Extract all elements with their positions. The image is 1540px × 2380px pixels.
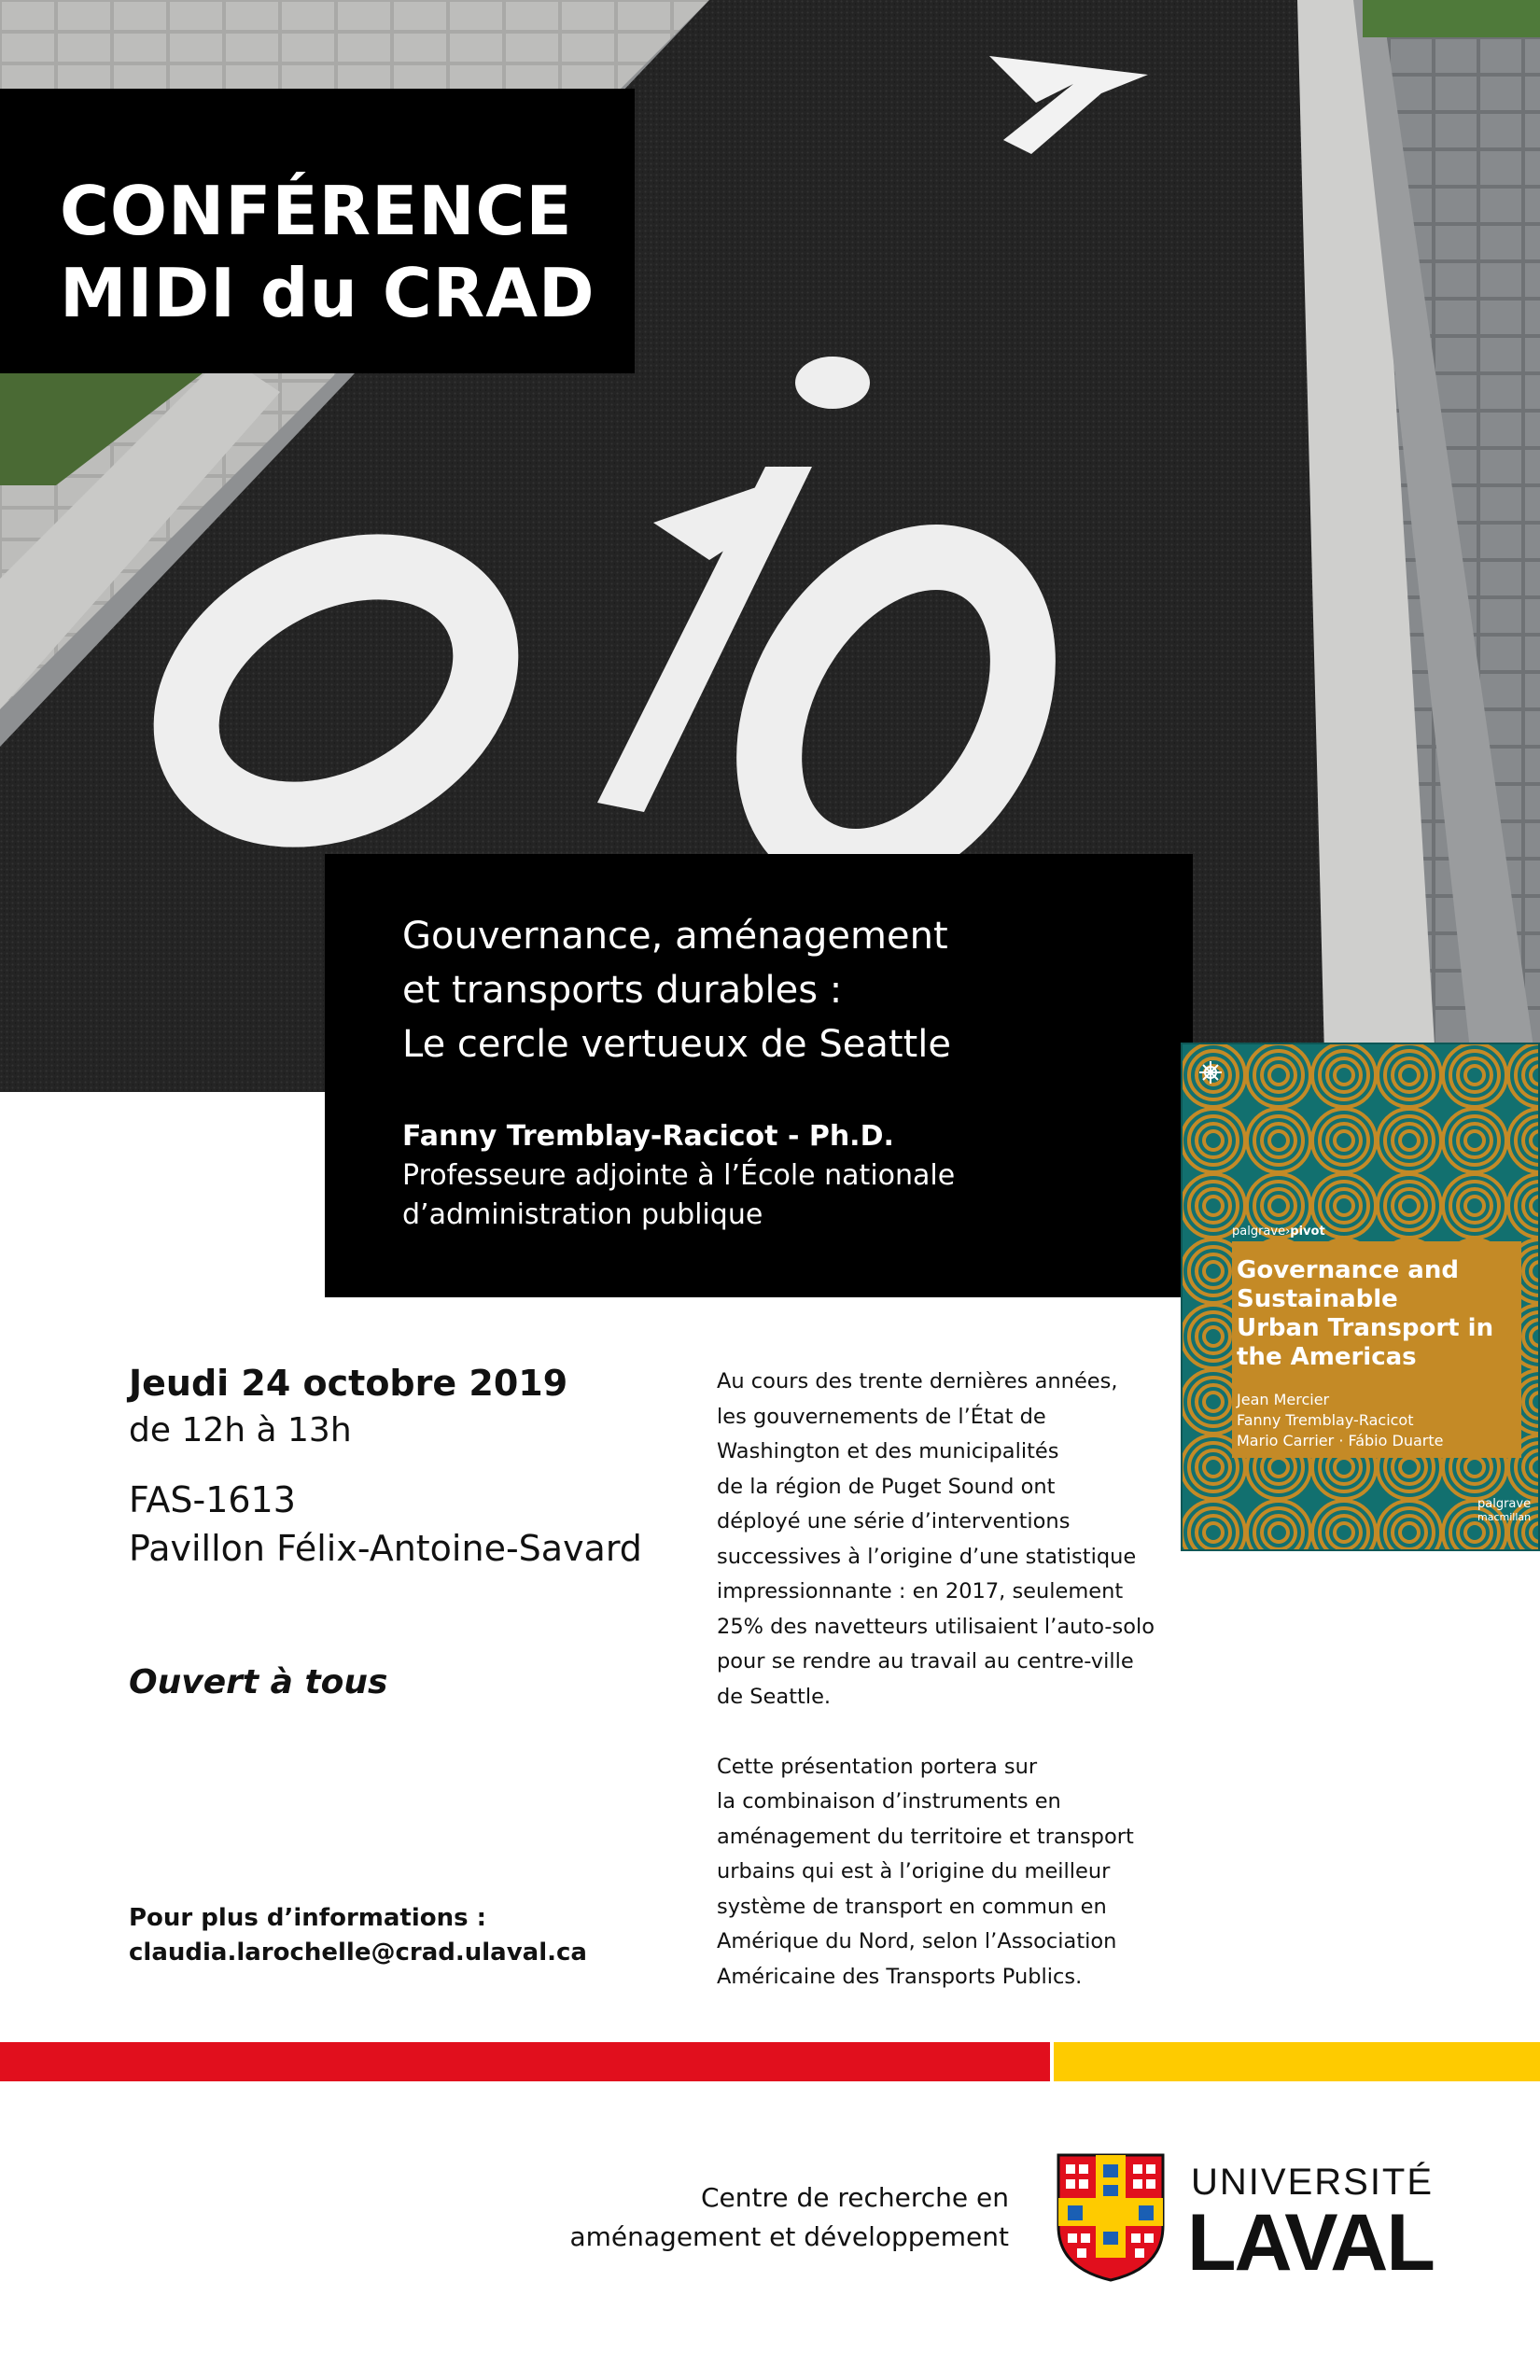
book-publisher-bottom-2: macmillan (1477, 1511, 1532, 1523)
university-name-line-1: UNIVERSITÉ (1191, 2162, 1435, 2203)
abstract-line: de la région de Puget Sound ont (717, 1474, 1056, 1499)
book-title-line-4: the Americas (1237, 1343, 1417, 1371)
abstract-line: système de transport en commun en (717, 1894, 1107, 1919)
book-publisher-top: palgrave›pivot (1232, 1225, 1325, 1239)
abstract-line: Amérique du Nord, selon l’Association (717, 1929, 1117, 1953)
abstract-line: de Seattle. (717, 1684, 832, 1709)
title-line-2: MIDI du CRAD (60, 254, 595, 332)
abstract-line: pour se rendre au travail au centre-ville (717, 1649, 1134, 1673)
book-author-3: Mario Carrier · Fábio Duarte (1237, 1432, 1444, 1449)
contact-email: claudia.larochelle@crad.ulaval.ca (129, 1939, 587, 1967)
book-author-2: Fanny Tremblay-Racicot (1237, 1411, 1414, 1429)
abstract-line: 25% des navetteurs utilisaient l’auto-solo (717, 1614, 1155, 1639)
abstract-line: les gouvernements de l’État de (717, 1404, 1046, 1429)
centre-name-line-1: Centre de recherche en (700, 2182, 1009, 2213)
speaker-role-line-1: Professeure adjointe à l’École nationale (402, 1159, 956, 1192)
book-title-line-3: Urban Transport in (1237, 1314, 1494, 1342)
book-author-1: Jean Mercier (1237, 1391, 1330, 1408)
centre-name-line-2: aménagement et développement (569, 2221, 1009, 2252)
talk-title-line-2: et transports durables : (402, 969, 843, 1012)
speaker-name: Fanny Tremblay-Racicot - Ph.D. (402, 1120, 894, 1153)
abstract-line: Washington et des municipalités (717, 1439, 1059, 1463)
event-time: de 12h à 13h (129, 1411, 352, 1449)
abstract-line: aménagement du territoire et transport (717, 1824, 1134, 1849)
university-name-line-2: LAVAL (1187, 2198, 1434, 2288)
event-room: FAS-1613 (129, 1479, 296, 1520)
talk-title-line-3: Le cercle vertueux de Seattle (402, 1023, 951, 1066)
event-building: Pavillon Félix-Antoine-Savard (129, 1528, 642, 1569)
laval-crest-icon (1055, 2151, 1167, 2282)
speaker-role-line-2: d’administration publique (402, 1198, 763, 1231)
book-publisher-bottom-1: palgrave (1477, 1497, 1532, 1511)
abstract-line: la combinaison d’instruments en (717, 1789, 1061, 1813)
abstract-line: Au cours des trente dernières années, (717, 1369, 1118, 1393)
title-line-1: CONFÉRENCE (60, 172, 573, 250)
abstract-line: Cette présentation portera sur (717, 1754, 1038, 1779)
yellow-bar (1054, 2042, 1540, 2081)
abstract-line: urbains qui est à l’origine du meilleur (717, 1859, 1111, 1883)
title-box (0, 89, 635, 373)
abstract-line: impressionnante : en 2017, seulement (717, 1579, 1124, 1603)
talk-box (325, 854, 1193, 1297)
event-open: Ouvert à tous (129, 1663, 388, 1701)
more-info-label: Pour plus d’informations : (129, 1904, 487, 1932)
red-bar (0, 2042, 1050, 2081)
book-cover (1181, 1043, 1540, 1551)
abstract-line: successives à l’origine d’une statistique (717, 1544, 1137, 1569)
event-date: Jeudi 24 octobre 2019 (129, 1363, 568, 1404)
talk-title-line-1: Gouvernance, aménagement (402, 915, 948, 958)
abstract (717, 1365, 1165, 1995)
abstract-line: déployé une série d’interventions (717, 1509, 1071, 1533)
book-title-line-1: Governance and (1237, 1256, 1459, 1284)
book-title-line-2: Sustainable (1237, 1285, 1398, 1313)
abstract-line: Américaine des Transports Publics. (717, 1964, 1083, 1989)
